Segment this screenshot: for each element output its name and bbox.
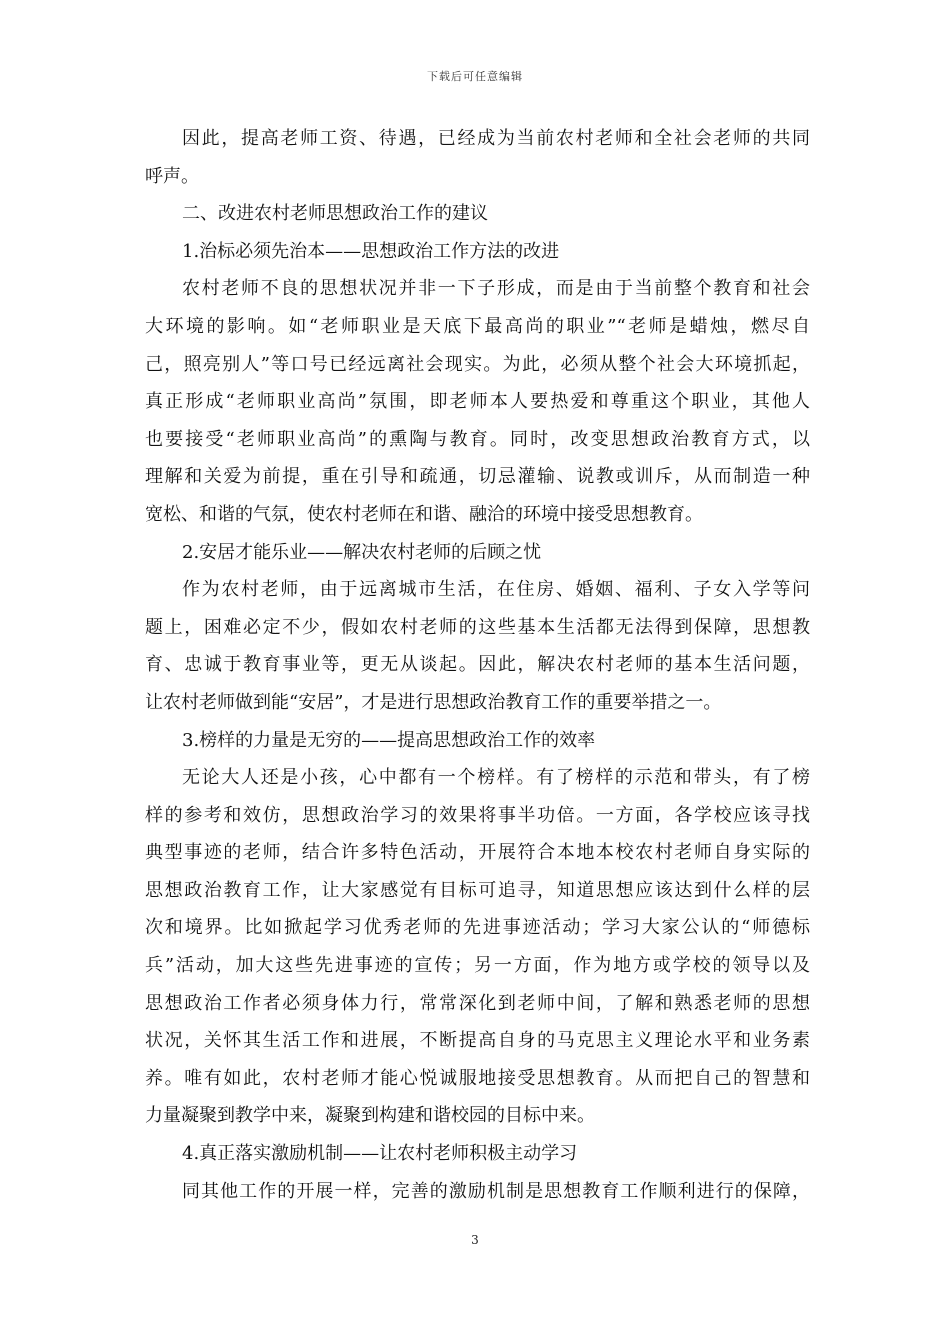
text-line: 典型事迹的老师，结合许多特色活动，开展符合本地本校农村老师自身实际的 — [145, 842, 810, 864]
text-line: 兵”活动，加大这些先进事迹的宣传；另一方面，作为地方或学校的领导以及 — [145, 955, 810, 977]
text-line: 思想政治教育工作，让大家感觉有目标可追寻，知道思想应该达到什么样的层 — [145, 879, 810, 901]
page-number: 3 — [471, 1233, 479, 1247]
text-line: 4.真正落实激励机制——让农村老师积极主动学习 — [182, 1143, 578, 1165]
text-line: 让农村老师做到能“安居”，才是进行思想政治教育工作的重要举措之一。 — [145, 691, 722, 713]
text-line: 2.安居才能乐业——解决农村老师的后顾之忧 — [182, 541, 542, 563]
text-line: 因此，提高老师工资、待遇，已经成为当前农村老师和全社会老师的共同 — [182, 128, 810, 149]
text-line: 3.榜样的力量是无穷的——提高思想政治工作的效率 — [182, 729, 596, 751]
text-line: 作为农村老师，由于远离城市生活，在住房、婚姻、福利、子女入学等问 — [182, 579, 810, 601]
text-line: 状况，关怀其生活工作和进展，不断提高自身的马克思主义理论水平和业务素 — [145, 1030, 810, 1052]
text-line: 也要接受“老师职业高尚”的熏陶与教育。同时，改变思想政治教育方式，以 — [145, 428, 810, 450]
text-line: 呼声。 — [145, 165, 199, 187]
text-line: 二、改进农村老师思想政治工作的建议 — [182, 203, 488, 225]
text-line: 样的参考和效仿，思想政治学习的效果将事半功倍。一方面，各学校应该寻找 — [145, 804, 810, 826]
page-header: 下载后可任意编辑 — [427, 70, 523, 83]
text-line: 题上，困难必定不少，假如农村老师的这些基本生活都无法得到保障，思想教 — [145, 616, 810, 638]
text-line: 大环境的影响。如“老师职业是天底下最高尚的职业”“老师是蜡烛，燃尽自 — [145, 315, 810, 337]
text-line: 思想政治工作者必须身体力行，常常深化到老师中间，了解和熟悉老师的思想 — [145, 992, 810, 1014]
text-line: 理解和关爱为前提，重在引导和疏通，切忌灌输、说教或训斥，从而制造一种 — [145, 466, 810, 488]
text-line: 育、忠诚于教育事业等，更无从谈起。因此，解决农村老师的基本生活问题， — [145, 654, 810, 676]
document-body — [145, 120, 810, 1210]
text-line: 力量凝聚到教学中来，凝聚到构建和谐校园的目标中来。 — [145, 1105, 595, 1127]
text-line: 无论大人还是小孩，心中都有一个榜样。有了榜样的示范和带头，有了榜 — [182, 767, 810, 789]
text-line: 农村老师不良的思想状况并非一下子形成，而是由于当前整个教育和社会 — [182, 278, 810, 300]
text-line: 宽松、和谐的气氛，使农村老师在和谐、融洽的环境中接受思想教育。 — [145, 503, 703, 525]
text-line: 养。唯有如此，农村老师才能心悦诚服地接受思想教育。从而把自己的智慧和 — [145, 1067, 810, 1089]
text-line: 1.治标必须先治本——思想政治工作方法的改进 — [182, 240, 560, 262]
text-line: 真正形成“老师职业高尚”氛围，即老师本人要热爱和尊重这个职业，其他人 — [145, 391, 810, 413]
text-line: 次和境界。比如掀起学习优秀老师的先进事迹活动；学习大家公认的“师德标 — [145, 917, 810, 939]
text-line: 同其他工作的开展一样，完善的激励机制是思想教育工作顺利进行的保障， — [182, 1180, 810, 1202]
text-line: 己，照亮别人”等口号已经远离社会现实。为此，必须从整个社会大环境抓起， — [145, 353, 810, 375]
